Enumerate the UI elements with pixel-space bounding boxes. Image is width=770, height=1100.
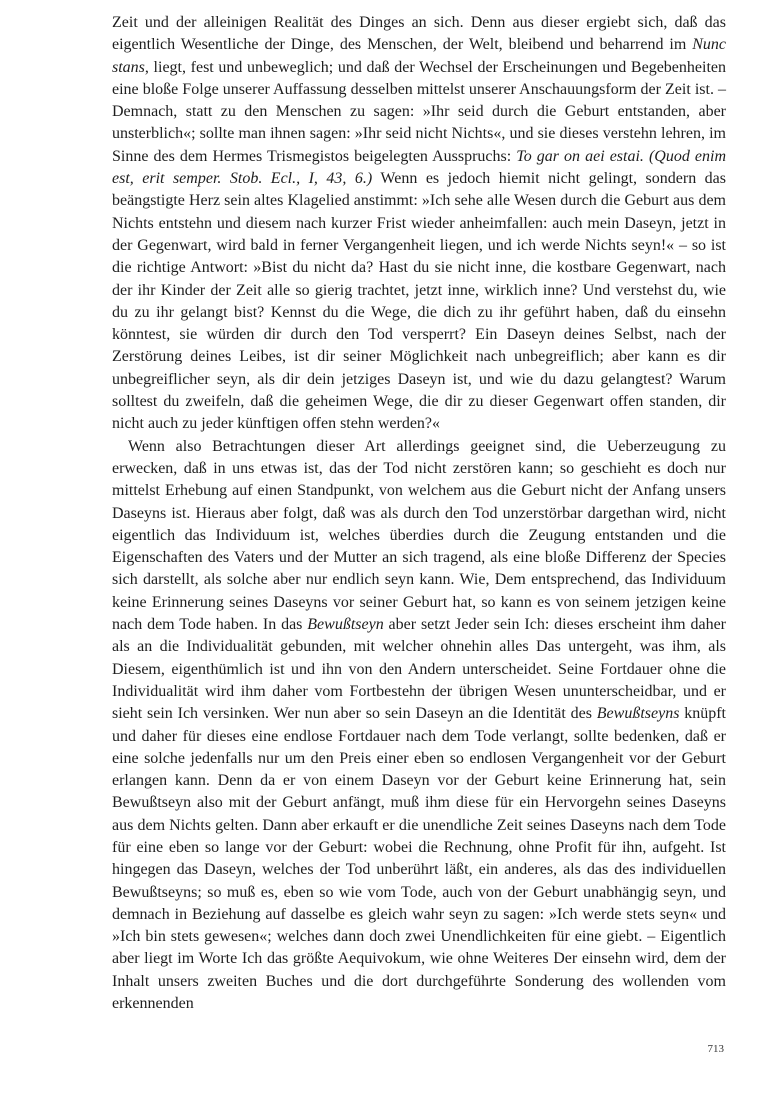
body-text: [112, 12, 726, 1015]
paragraph-1: [112, 12, 726, 436]
paragraph-1-text-a: Zeit und der alleinigen Realität des Dinges an sich. Denn aus dieser ergiebt sich, daß das eigentlich Wesentliche der Dinge, des Menschen, der Welt, bleibend und beharrend im: [112, 14, 726, 54]
paragraph-2: [112, 436, 726, 1016]
italic-bewusstseyn: Bewußtseyn: [307, 616, 384, 634]
italic-bewusstseyns: Bewußtseyns: [596, 705, 680, 723]
page-number: 713: [707, 1043, 724, 1055]
italic-hermes-quote: To gar on aei estai. (Quod enim est, erit semper. Stob. Ecl., I, 43, 6.): [112, 147, 727, 188]
paragraph-2-text-a: Wenn also Betrachtungen dieser Art allerdings geeignet sind, die Ueberzeugung zu erwecken, daß in uns etwas ist, das der Tod nicht zerstören kann; so geschieht es doch nur mittelst Erhebung auf einen Standpunkt, von welchem aus die Geburt nicht der Anfang unsers Daseyns ist. Hieraus aber folgt, daß was als durch den Tod unzerstörbar dargethan wird, nicht eigentlich das Individuum ist, welches überdies durch die Zeugung entstanden und die Eigenschaften des Vaters und der Mutter an sich tragend, als eine bloße Differenz der Species sich darstellt, als solche aber nur endlich seyn kann. Wie, Dem entsprechend, das Individuum keine Erinnerung seines Daseyns vor seiner Geburt hat, so kann es von seinem jetzigen keine nach dem Tode haben. In das: [112, 437, 726, 634]
paragraph-2-text-c: aber setzt Jeder sein Ich: dieses erscheint ihm daher als an die Individualität gebunden, mit welcher ohnehin alles Das untergeht, was ihm, als Diesem, eigenthümlich ist und ihn von den Andern unterscheidet. Seine Fortdauer ohne die Individualität wird ihm daher vom Fortbestehn der übrigen Wesen ununterscheidbar, und er sieht sein Ich versinken. Wer nun aber so sein Daseyn an die Identität des: [112, 616, 727, 723]
italic-nunc-stans: Nunc stans: [112, 36, 726, 76]
paragraph-1-text-c: , liegt, fest und unbeweglich; und daß der Wechsel der Erscheinungen und Begebenheiten eine bloße Folge unserer Auffassung desselben mittelst unserer Anschauungsform der Zeit ist. – Demnach, statt zu den Menschen zu sagen: »Ihr seid durch die Geburt entstanden, aber unsterblich«; sollte man ihnen sagen: »Ihr seid nicht Nichts«, und sie dieses verstehn lehren, im Sinne des dem Hermes Trismegistos beigelegten Ausspruchs:: [112, 58, 726, 165]
paragraph-1-text-e: Wenn es jedoch hiemit nicht gelingt, sondern das beängstigte Herz sein altes Klagelied anstimmt: »Ich sehe alle Wesen durch die Geburt aus dem Nichts entstehn und diesem nach kurzer Frist wieder anheimfallen: auch mein Daseyn, jetzt in der Gegenwart, wird bald in ferner Vergangenheit liegen, und ich werde Nichts seyn!« – so ist die richtige Antwort: »Bist du nicht da? Hast du sie nicht inne, die kostbare Gegenwart, nach der ihr Kinder der Zeit alle so gierig trachtet, jetzt inne, wirklich inne? Und verstehst du, wie du zu ihr gelangt bist? Kennst du die Wege, die dich zu ihr geführt haben, daß du einsehn könntest, sie würden dir durch den Tod versperrt? Ein Daseyn deines Selbst, nach der Zerstörung deines Leibes, ist dir seiner Möglichkeit nach unbegreiflich; aber kann es dir unbegreiflicher seyn, als dir dein jetziges Daseyn ist, und wie du dazu gelangtest? Warum solltest du zweifeln, daß die geheimen Wege, die dir zu dieser Gegenwart offen standen, dir nicht auch zu jeder künftigen offen stehn werden?«: [112, 170, 726, 433]
paragraph-2-text-e: knüpft und daher für dieses eine endlose Fortdauer nach dem Tode verlangt, sollte bedenken, daß er eine solche jedenfalls nur um den Preis einer eben so endlosen Vergangenheit vor der Geburt erlangen kann. Denn da er von einem Daseyn vor der Geburt keine Erinnerung hat, sein Bewußtseyn also mit der Geburt anfängt, muß ihm diese für ein Hervorgehn seines Daseyns aus dem Nichts gelten. Dann aber erkauft er die unendliche Zeit seines Daseyns nach dem Tode für eine eben so lange vor der Geburt: wobei die Rechnung, ohne Profit für ihn, aufgeht. Ist hingegen das Daseyn, welches der Tod unberührt läßt, ein anderes, als das des individuellen Bewußtseyns; so muß es, eben so wie vom Tode, auch von der Geburt unabhängig seyn, und demnach in Beziehung auf dasselbe es gleich wahr seyn zu sagen: »Ich werde stets seyn« und »Ich bin stets gewesen«; welches dann doch zwei Unendlichkeiten für eine giebt. – Eigentlich aber liegt im Worte Ich das größte Aequivokum, wie ohne Weiteres Der einsehn wird, dem der Inhalt unsers zweiten Buches und die dort durchgeführte Sonderung des wollenden vom erkennenden: [112, 705, 727, 1013]
